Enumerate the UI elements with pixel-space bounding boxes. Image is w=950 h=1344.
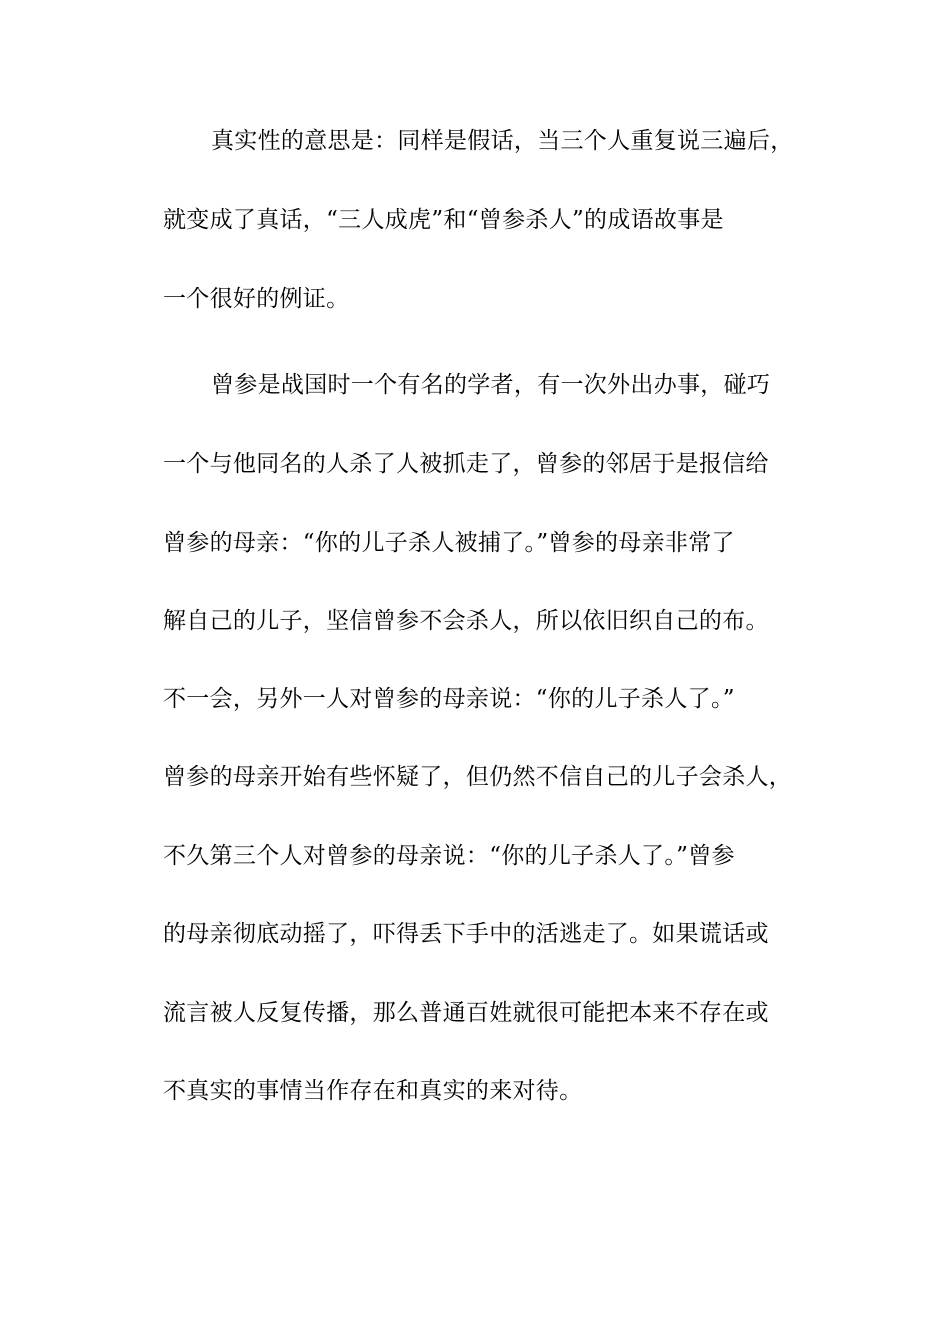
- text-line: 一个很好的例证。: [163, 286, 350, 312]
- text-line: 一个与他同名的人杀了人被抓走了，曾参的邻居于是报信给: [163, 451, 769, 477]
- text-line: 解自己的儿子，坚信曾参不会杀人，所以依旧织自己的布。: [163, 608, 769, 634]
- text-line: 就变成了真话，“三人成虎”和“曾参杀人”的成语故事是: [163, 207, 724, 233]
- text-line: 不久第三个人对曾参的母亲说：“你的儿子杀人了。”曾参: [163, 843, 735, 869]
- text-line: 不真实的事情当作存在和真实的来对待。: [163, 1078, 583, 1104]
- text-line: 的母亲彻底动摇了，吓得丢下手中的活逃走了。如果谎话或: [163, 921, 769, 947]
- text-line: 真实性的意思是：同样是假话，当三个人重复说三遍后，: [211, 128, 794, 154]
- text-line: 曾参是战国时一个有名的学者，有一次外出办事，碰巧: [211, 372, 771, 398]
- text-line: 流言被人反复传播，那么普通百姓就很可能把本来不存在或: [163, 1000, 769, 1026]
- text-line: 曾参的母亲：“你的儿子杀人被捕了。”曾参的母亲非常了: [163, 530, 735, 556]
- text-line: 不一会，另外一人对曾参的母亲说：“你的儿子杀人了。”: [163, 686, 735, 712]
- text-line: 曾参的母亲开始有些怀疑了，但仍然不信自己的儿子会杀人，: [163, 764, 793, 790]
